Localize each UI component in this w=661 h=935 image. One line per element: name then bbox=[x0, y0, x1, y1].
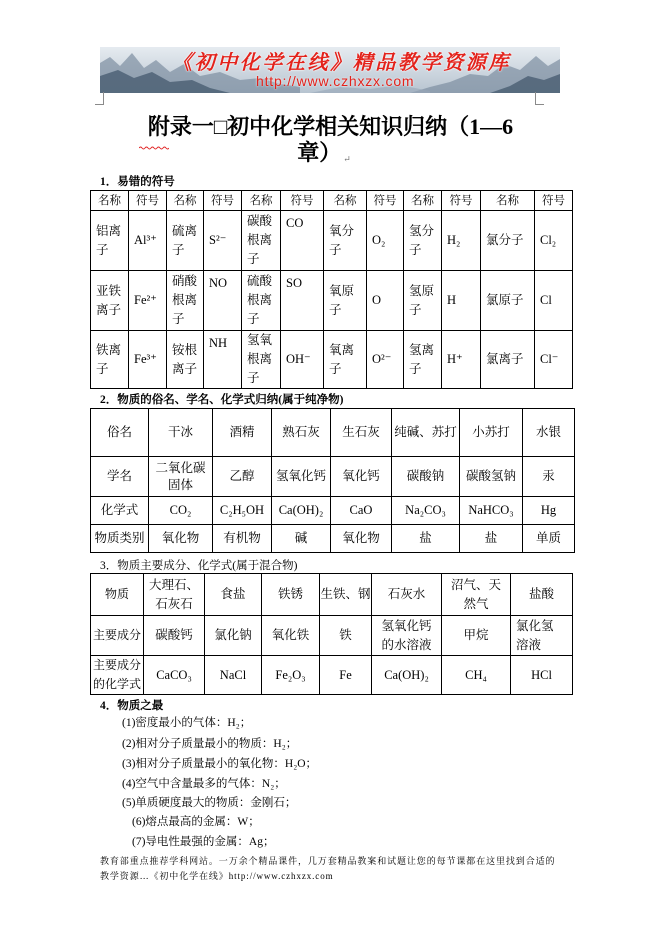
row-label-cell: 物质 bbox=[91, 574, 144, 616]
common-name-cell: 熟石灰 bbox=[272, 409, 331, 457]
column-header-name: 名称 bbox=[404, 191, 442, 211]
main-component-cell: 氢氧化钙的水溶液 bbox=[372, 616, 442, 656]
main-component-cell: 铁 bbox=[320, 616, 372, 656]
species-name-cell: 氯离子 bbox=[481, 331, 535, 389]
symbol-cell: NO bbox=[204, 271, 242, 331]
species-name-cell: 铁离子 bbox=[91, 331, 129, 389]
chemical-formula-row bbox=[91, 497, 575, 525]
scientific-name-cell: 氧化钙 bbox=[331, 457, 392, 497]
row-label-cell: 物质类别 bbox=[91, 525, 149, 553]
common-name-cell: 生石灰 bbox=[331, 409, 392, 457]
substance-class-row bbox=[91, 525, 575, 553]
common-name-row bbox=[91, 409, 575, 457]
species-name-cell: 氢氧根离子 bbox=[242, 331, 281, 389]
footer-promo-line2: 教学资源…《初中化学在线》http://www.czhxzx.com bbox=[100, 871, 334, 881]
column-header-symbol: 符号 bbox=[281, 191, 324, 211]
mixture-name-cell: 食盐 bbox=[205, 574, 262, 616]
banner-url: http://www.czhxzx.com bbox=[256, 73, 415, 89]
symbol-cell: Cl bbox=[535, 271, 573, 331]
footer-promo-line1: 教育部重点推荐学科网站。一万余个精品课件，几万套精品教案和试题让您的每节课都在这里找到合适的 bbox=[100, 856, 556, 866]
row-label-cell: 学名 bbox=[91, 457, 149, 497]
symbol-cell: Cl₂ bbox=[535, 211, 573, 271]
main-component-cell: 氯化钠 bbox=[205, 616, 262, 656]
mixture-name-cell: 盐酸 bbox=[511, 574, 573, 616]
chemical-formula-cell: Hg bbox=[523, 497, 575, 525]
species-name-cell: 氧原子 bbox=[324, 271, 367, 331]
column-header-name: 名称 bbox=[481, 191, 535, 211]
species-name-cell: 铵根离子 bbox=[167, 331, 204, 389]
symbol-cell: Al³⁺ bbox=[129, 211, 167, 271]
component-formula-cell: HCl bbox=[511, 656, 573, 695]
main-component-cell: 甲烷 bbox=[442, 616, 511, 656]
symbol-cell: H bbox=[442, 271, 481, 331]
symbol-cell: S²⁻ bbox=[204, 211, 242, 271]
component-formula-cell: Ca(OH)₂ bbox=[372, 656, 442, 695]
table-row bbox=[91, 331, 573, 389]
component-formula-cell: Fe bbox=[320, 656, 372, 695]
column-header-name: 名称 bbox=[324, 191, 367, 211]
scientific-name-cell: 汞 bbox=[523, 457, 575, 497]
scientific-name-cell: 二氧化碳固体 bbox=[149, 457, 213, 497]
substance-class-cell: 盐 bbox=[392, 525, 460, 553]
column-header-symbol: 符号 bbox=[442, 191, 481, 211]
superlative-list-item: (3)相对分子质量最小的氧化物：H₂O； bbox=[122, 758, 318, 770]
column-header-name: 名称 bbox=[91, 191, 129, 211]
paragraph-mark-icon: ↵ bbox=[343, 154, 351, 164]
superlative-list-item: (5)单质硬度最大的物质：金刚石； bbox=[122, 797, 297, 809]
mixture-name-cell: 生铁、钢 bbox=[320, 574, 372, 616]
common-name-cell: 纯碱、苏打 bbox=[392, 409, 460, 457]
symbol-cell: H⁺ bbox=[442, 331, 481, 389]
column-header-symbol: 符号 bbox=[535, 191, 573, 211]
symbol-cell: Fe³⁺ bbox=[129, 331, 167, 389]
scientific-name-cell: 碳酸钠 bbox=[392, 457, 460, 497]
species-name-cell: 硝酸根离子 bbox=[167, 271, 204, 331]
common-name-cell: 小苏打 bbox=[460, 409, 523, 457]
main-component-cell: 碳酸钙 bbox=[144, 616, 205, 656]
symbol-cell: SO bbox=[281, 271, 324, 331]
chemical-formula-cell: C₂H₅OH bbox=[213, 497, 272, 525]
column-header-symbol: 符号 bbox=[129, 191, 167, 211]
substance-class-cell: 有机物 bbox=[213, 525, 272, 553]
species-name-cell: 硫离子 bbox=[167, 211, 204, 271]
pure-substance-names-table bbox=[90, 408, 575, 553]
species-name-cell: 硫酸根离子 bbox=[242, 271, 281, 331]
main-component-cell: 氧化铁 bbox=[262, 616, 320, 656]
species-name-cell: 铝离子 bbox=[91, 211, 129, 271]
table-row bbox=[91, 271, 573, 331]
scientific-name-cell: 碳酸氢钠 bbox=[460, 457, 523, 497]
section1-heading: 1．易错的符号 bbox=[100, 176, 175, 188]
section3-heading: 3．物质主要成分、化学式(属于混合物) bbox=[100, 560, 298, 572]
scientific-name-row bbox=[91, 457, 575, 497]
symbol-cell: Fe²⁺ bbox=[129, 271, 167, 331]
chemical-formula-cell: NaHCO₃ bbox=[460, 497, 523, 525]
species-name-cell: 氯原子 bbox=[481, 271, 535, 331]
main-component-row bbox=[91, 616, 573, 656]
species-name-cell: 氢分子 bbox=[404, 211, 442, 271]
symbol-cell: OH⁻ bbox=[281, 331, 324, 389]
row-label-cell: 主要成分 bbox=[91, 616, 144, 656]
symbol-cell: CO bbox=[281, 211, 324, 271]
species-name-cell: 氢原子 bbox=[404, 271, 442, 331]
document-title-line2 bbox=[0, 139, 648, 173]
error-prone-symbols-table bbox=[90, 190, 573, 389]
common-name-cell: 干冰 bbox=[149, 409, 213, 457]
mixture-name-cell: 铁锈 bbox=[262, 574, 320, 616]
component-formula-cell: Fe₂O₃ bbox=[262, 656, 320, 695]
superlative-list-item: (7)导电性最强的金属：Ag； bbox=[132, 836, 275, 848]
document-title-line2-text: 章） bbox=[297, 140, 342, 165]
common-name-cell: 酒精 bbox=[213, 409, 272, 457]
mixture-name-cell: 大理石、石灰石 bbox=[144, 574, 205, 616]
substance-class-cell: 单质 bbox=[523, 525, 575, 553]
superlative-list-item: (2)相对分子质量最小的物质：H₂； bbox=[122, 738, 298, 750]
banner-title: 《初中化学在线》精品教学资源库 bbox=[172, 50, 511, 74]
symbol-cell: Cl⁻ bbox=[535, 331, 573, 389]
symbol-cell: O₂ bbox=[367, 211, 404, 271]
symbol-cell: O bbox=[367, 271, 404, 331]
component-formula-row bbox=[91, 656, 573, 695]
chemical-formula-cell: CaO bbox=[331, 497, 392, 525]
substance-class-cell: 氧化物 bbox=[331, 525, 392, 553]
table-row bbox=[91, 211, 573, 271]
superlative-list-item: (4)空气中含量最多的气体：N₂； bbox=[122, 778, 286, 790]
component-formula-cell: NaCl bbox=[205, 656, 262, 695]
section2-heading: 2．物质的俗名、学名、化学式归纳(属于纯净物) bbox=[100, 394, 344, 406]
species-name-cell: 亚铁离子 bbox=[91, 271, 129, 331]
table-header-row bbox=[91, 191, 573, 211]
document-title-line1: 附录一□初中化学相关知识归纳（1—6 bbox=[147, 114, 514, 139]
symbol-cell: NH bbox=[204, 331, 242, 389]
column-header-symbol: 符号 bbox=[204, 191, 242, 211]
mixture-name-cell: 石灰水 bbox=[372, 574, 442, 616]
site-banner bbox=[100, 47, 560, 93]
row-label-cell: 主要成分的化学式 bbox=[91, 656, 144, 695]
mixture-components-table bbox=[90, 573, 573, 695]
superlative-list-item: (1)密度最小的气体：H₂； bbox=[122, 717, 252, 729]
symbol-cell: H₂ bbox=[442, 211, 481, 271]
scientific-name-cell: 乙醇 bbox=[213, 457, 272, 497]
species-name-cell: 氯分子 bbox=[481, 211, 535, 271]
row-label-cell: 化学式 bbox=[91, 497, 149, 525]
column-header-symbol: 符号 bbox=[367, 191, 404, 211]
column-header-name: 名称 bbox=[167, 191, 204, 211]
superlative-list-item: (6)熔点最高的金属：W； bbox=[132, 816, 260, 828]
substance-class-cell: 碱 bbox=[272, 525, 331, 553]
section4-heading: 4．物质之最 bbox=[100, 700, 164, 712]
component-formula-cell: CH₄ bbox=[442, 656, 511, 695]
species-name-cell: 氢离子 bbox=[404, 331, 442, 389]
substance-class-cell: 盐 bbox=[460, 525, 523, 553]
column-header-name: 名称 bbox=[242, 191, 281, 211]
scientific-name-cell: 氢氧化钙 bbox=[272, 457, 331, 497]
mixture-name-cell: 沼气、天然气 bbox=[442, 574, 511, 616]
species-name-cell: 氧分子 bbox=[324, 211, 367, 271]
substance-class-cell: 氧化物 bbox=[149, 525, 213, 553]
margin-crop-mark-left bbox=[95, 92, 104, 105]
chemical-formula-cell: Na₂CO₃ bbox=[392, 497, 460, 525]
component-formula-cell: CaCO₃ bbox=[144, 656, 205, 695]
species-name-cell: 氧离子 bbox=[324, 331, 367, 389]
row-label-cell: 俗名 bbox=[91, 409, 149, 457]
margin-crop-mark-right bbox=[535, 92, 544, 105]
chemical-formula-cell: CO₂ bbox=[149, 497, 213, 525]
mixture-name-row bbox=[91, 574, 573, 616]
main-component-cell: 氯化氢溶液 bbox=[511, 616, 573, 656]
symbol-cell: O²⁻ bbox=[367, 331, 404, 389]
common-name-cell: 水银 bbox=[523, 409, 575, 457]
chemical-formula-cell: Ca(OH)₂ bbox=[272, 497, 331, 525]
species-name-cell: 碳酸根离子 bbox=[242, 211, 281, 271]
